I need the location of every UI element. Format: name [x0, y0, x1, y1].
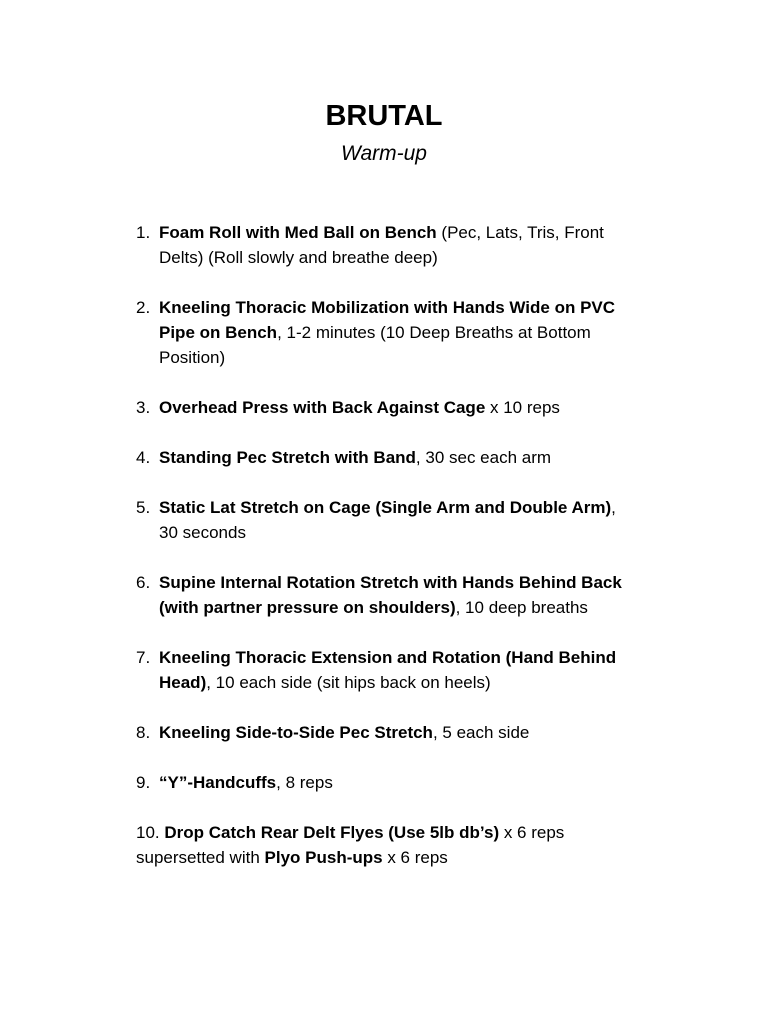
- list-item: [136, 770, 636, 795]
- exercise-name: Supine Internal Rotation Stretch with Hands Behind Back (with partner pressure on shoulders): [159, 573, 622, 617]
- item-number: 3.: [136, 398, 151, 417]
- list-item: [136, 820, 636, 870]
- item-number: 5.: [136, 498, 151, 517]
- item-number: 6.: [136, 573, 151, 592]
- item-number: 1.: [136, 223, 151, 242]
- exercise-detail-2: x 6 reps: [382, 848, 448, 867]
- exercise-detail: x 6 reps supersetted with: [136, 823, 565, 867]
- exercise-detail: , 1-2 minutes (10 Deep Breaths at Bottom Position): [159, 323, 591, 367]
- exercise-detail: x 10 reps: [485, 398, 560, 417]
- exercise-name-2: Plyo Push-ups: [264, 848, 383, 867]
- list-item: [136, 720, 636, 745]
- exercise-name: Kneeling Thoracic Mobilization with Hands Wide on PVC Pipe on Bench: [159, 298, 616, 342]
- exercise-name: Standing Pec Stretch with Band: [159, 448, 416, 467]
- exercise-name: “Y”-Handcuffs: [159, 773, 277, 792]
- exercise-name: Foam Roll with Med Ball on Bench: [159, 223, 437, 242]
- list-item: [136, 395, 636, 420]
- exercise-list: [136, 220, 636, 895]
- exercise-detail: , 10 each side (sit hips back on heels): [206, 673, 491, 692]
- exercise-name: Static Lat Stretch on Cage (Single Arm and Double Arm): [159, 498, 612, 517]
- exercise-detail: (Pec, Lats, Tris, Front Delts) (Roll slowly and breathe deep): [159, 223, 604, 267]
- exercise-detail: , 8 reps: [276, 773, 333, 792]
- list-item: [136, 445, 636, 470]
- item-number: 2.: [136, 298, 151, 317]
- exercise-detail: , 30 sec each arm: [415, 448, 552, 467]
- exercise-detail: , 10 deep breaths: [455, 598, 588, 617]
- exercise-name: Drop Catch Rear Delt Flyes (Use 5lb db’s): [164, 823, 500, 842]
- exercise-name: Kneeling Side-to-Side Pec Stretch: [159, 723, 433, 742]
- document-subtitle: Warm-up: [341, 142, 427, 165]
- list-item: [136, 645, 636, 695]
- list-item: [136, 220, 636, 270]
- document-title: BRUTAL: [325, 100, 443, 132]
- item-number: 10.: [136, 823, 160, 842]
- exercise-name: Overhead Press with Back Against Cage: [159, 398, 486, 417]
- exercise-detail: , 30 seconds: [159, 498, 616, 542]
- list-item: [136, 570, 636, 620]
- item-number: 4.: [136, 448, 151, 467]
- list-item: [136, 295, 636, 370]
- item-number: 9.: [136, 773, 151, 792]
- list-item: [136, 495, 636, 545]
- exercise-detail: , 5 each side: [432, 723, 530, 742]
- item-number: 7.: [136, 648, 151, 667]
- item-number: 8.: [136, 723, 151, 742]
- exercise-name: Kneeling Thoracic Extension and Rotation (Hand Behind Head): [159, 648, 617, 692]
